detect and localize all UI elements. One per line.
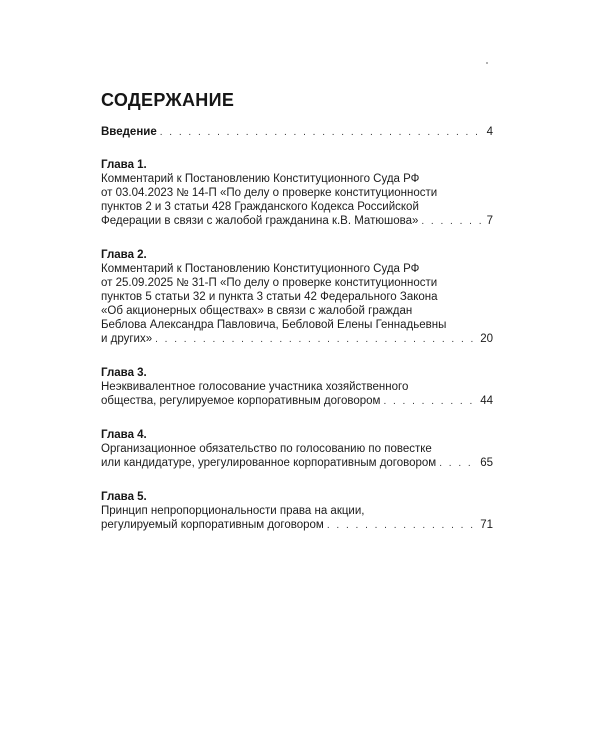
toc-page-number: 71 [480,519,493,531]
description-line: и других» [101,333,153,345]
description-line: пунктов 2 и 3 статьи 428 Гражданского Кодекса Российской [101,201,419,213]
toc-page-number: 44 [480,395,493,407]
toc-page-number: 7 [486,215,493,227]
chapter-description [101,442,493,471]
description-line: «Об акционерных обществах» в связи с жалобой граждан [101,305,413,317]
toc-dot-leader [327,519,477,533]
toc-dot-leader [383,395,477,409]
description-line: Организационное обязательство по голосованию по повестке [101,443,432,455]
page-speck [486,62,488,64]
description-line: Федерации в связи с жалобой гражданина к.В. Матюшова» [101,215,419,227]
description-last-line [101,456,493,471]
toc-page-number: 20 [480,333,493,345]
description-last-line [101,214,493,229]
toc-entry-chapter-2[interactable] [101,248,493,347]
description-line: общества, регулируемое корпоративным договором [101,395,381,407]
description-last-line [101,394,493,409]
toc-entry-intro[interactable] [101,125,493,140]
toc-dot-leader [155,333,477,347]
description-line: пунктов 5 статьи 32 и пункта 3 статьи 42 Федерального Закона [101,291,438,303]
description-line: Комментарий к Постановлению Конституционного Суда РФ [101,263,420,275]
description-line: Принцип непропорциональности права на акции, [101,505,365,517]
table-of-contents [101,125,493,552]
description-last-line [101,332,493,347]
toc-entry-chapter-5[interactable] [101,490,493,533]
toc-entry-chapter-3[interactable] [101,366,493,409]
chapter-label: Глава 3. [101,367,147,379]
toc-dot-leader [439,457,477,471]
chapter-description [101,172,493,229]
toc-dot-leader [421,215,483,229]
toc-page-number: 65 [480,457,493,469]
description-line: Комментарий к Постановлению Конституционного Суда РФ [101,173,420,185]
description-line: регулируемый корпоративным договором [101,519,324,531]
page-title: СОДЕРЖАНИЕ [101,90,235,110]
description-line: от 03.04.2023 № 14-П «По делу о проверке конституционности [101,187,438,199]
description-last-line [101,518,493,533]
chapter-label: Глава 4. [101,429,147,441]
toc-entry-chapter-4[interactable] [101,428,493,471]
description-line: Неэквивалентное голосование участника хозяйственного [101,381,409,393]
chapter-description [101,504,493,533]
toc-intro-label: Введение [101,126,157,138]
toc-page-number: 4 [486,126,493,138]
description-line: Беблова Александра Павловича, Бебловой Елены Геннадьевны [101,319,447,331]
chapter-label: Глава 1. [101,159,147,171]
chapter-label: Глава 5. [101,491,147,503]
toc-dot-leader [160,126,484,140]
description-line: от 25.09.2025 № 31-П «По делу о проверке конституционности [101,277,438,289]
toc-entry-chapter-1[interactable] [101,158,493,229]
chapter-label: Глава 2. [101,249,147,261]
chapter-description [101,380,493,409]
chapter-description [101,262,493,347]
description-line: или кандидатуре, урегулированное корпоративным договором [101,457,437,469]
